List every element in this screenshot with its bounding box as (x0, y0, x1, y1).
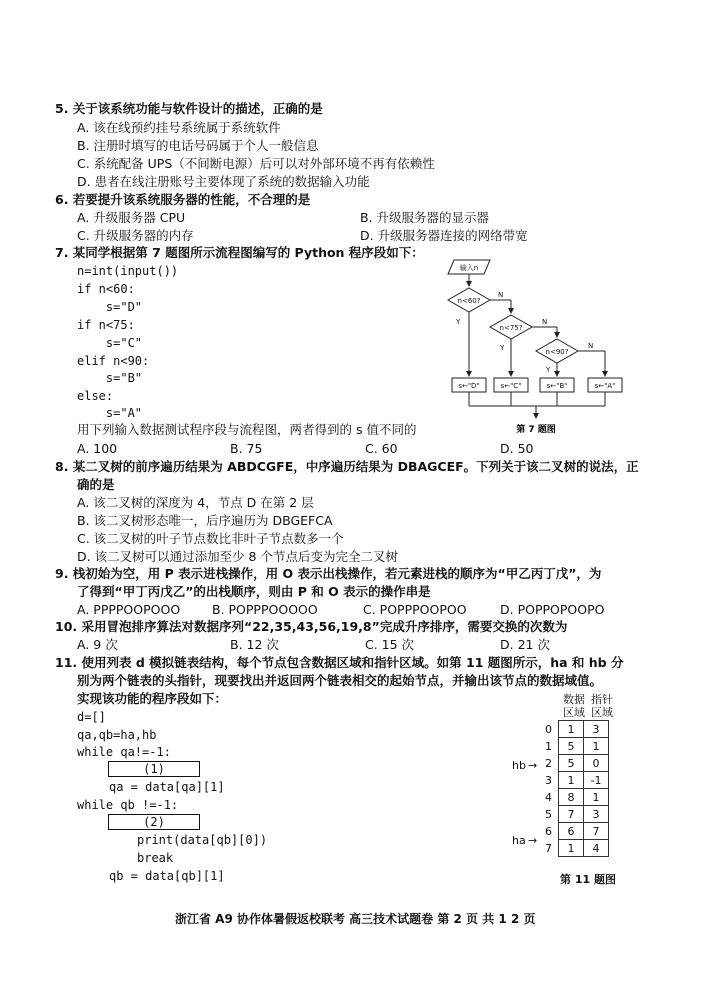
q7-code-line: s="C" (77, 336, 143, 350)
data-cell: 1 (559, 721, 584, 738)
flowchart-y-label: Y (500, 344, 505, 352)
q7-option-d: D. 50 (500, 441, 534, 456)
table-caption: 第 11 题图 (560, 873, 616, 886)
flowchart-out4-label: s←"A" (594, 382, 616, 390)
q6-stem: 6. 若要提升该系统服务器的性能，不合理的是 (55, 192, 311, 207)
flowchart-n-label: N (498, 291, 504, 299)
row-index: 1 (545, 739, 552, 753)
q11-code-line: break (137, 851, 174, 865)
q11-code-line: d=[] (77, 710, 106, 724)
q8-stem: 8. 某二叉树的前序遍历结果为 ABDCGFE，中序遍历结果为 DBAGCEF。下列关于该二叉树的说法，正 (55, 459, 639, 474)
q8-option-a: A. 该二叉树的深度为 4，节点 D 在第 2 层 (77, 495, 314, 510)
data-cell: 5 (559, 755, 584, 772)
pointer-cell: 1 (584, 738, 609, 755)
hb-label: hb (512, 759, 526, 772)
q10-option-c: C. 15 次 (365, 637, 415, 652)
q10-option-a: A. 9 次 (77, 637, 118, 652)
flowchart-out1-label: s←"D" (458, 382, 480, 390)
q11-stem-cont: 实现该功能的程序段如下： (77, 691, 228, 706)
table-row (538, 738, 609, 755)
q8-option-c: C. 该二叉树的叶子节点数比非叶子节点数多一个 (77, 531, 344, 546)
row-index: 4 (545, 790, 552, 804)
q9-option-a: A. PPPPOOPOOO (77, 602, 181, 617)
q7-stem: 7. 某同学根据第 7 题图所示流程图编写的 Python 程序段如下： (55, 245, 424, 260)
q11-code-line: qa = data[qa][1] (109, 780, 225, 794)
flowchart-input-label: 输入n (459, 264, 479, 272)
table-row (538, 823, 609, 840)
row-index: 0 (545, 722, 552, 736)
q11-code-line: qa,qb=ha,hb (77, 728, 157, 742)
q7-option-b: B. 75 (230, 441, 263, 456)
q6-option-b: B. 升级服务器的显示器 (360, 210, 490, 225)
flowchart-cond3-label: n<90? (545, 348, 569, 356)
q5-option-d: D. 患者在线注册账号主要体现了系统的数据输入功能 (77, 174, 370, 189)
q8-option-d: D. 该二叉树可以通过添加至少 8 个节点后变为完全二叉树 (77, 549, 398, 564)
q5-option-a: A. 该在线预约挂号系统属于系统软件 (77, 120, 281, 135)
q9-stem-cont: 了得到“甲丁丙戊乙”的出栈顺序，则由 P 和 O 表示的操作串是 (77, 584, 431, 599)
q5-stem: 5. 关于该系统功能与软件设计的描述，正确的是 (55, 101, 323, 116)
data-cell: 8 (559, 789, 584, 806)
table-row (538, 772, 609, 789)
q7-code-line: else: (77, 389, 114, 403)
q7-code-line: elif n<90: (77, 354, 150, 368)
data-cell: 7 (559, 806, 584, 823)
q7-flowchart (440, 250, 640, 440)
q9-option-c: C. POPPPOOPOO (363, 602, 467, 617)
flowchart-out2-label: s←"C" (500, 382, 522, 390)
ha-label: ha (512, 834, 526, 847)
pointer-cell: 3 (584, 806, 609, 823)
q7-question: 用下列输入数据测试程序段与流程图，两者得到的 s 值不同的 (77, 422, 417, 437)
flowchart-y-label: Y (456, 318, 461, 326)
flowchart-n-label: N (588, 342, 594, 350)
q8-option-b: B. 该二叉树形态唯一，后序遍历为 DBGEFCA (77, 513, 333, 528)
pointer-cell: 0 (584, 755, 609, 772)
table-header-pointer: 指针 区域 (591, 693, 613, 719)
q11-code-line: while qa!=-1: (77, 745, 171, 759)
q9-stem: 9. 栈初始为空，用 P 表示进栈操作，用 O 表示出栈操作，若元素进栈的顺序为“甲乙丙丁戊”，为 (55, 566, 602, 581)
pointer-cell: 1 (584, 789, 609, 806)
q10-option-d: D. 21 次 (500, 637, 550, 652)
flowchart-cond1-label: n<60? (457, 297, 481, 305)
q11-blank-1[interactable]: (1) (108, 761, 200, 777)
flowchart-n-label: N (542, 318, 548, 326)
q7-code-line: s="A" (77, 406, 143, 420)
row-index: 5 (545, 807, 552, 821)
pointer-cell: -1 (584, 772, 609, 789)
ha-arrow-icon: → (528, 834, 538, 847)
row-index: 6 (545, 824, 552, 838)
q11-stem: 11. 使用列表 d 模拟链表结构，每个节点包含数据区域和指针区域。如第 11 题图所示，ha 和 hb 分 (55, 655, 624, 670)
pointer-cell: 7 (584, 823, 609, 840)
flowchart-caption: 第 7 题图 (516, 425, 556, 435)
q9-option-d: D. POPPOPOOPO (500, 602, 605, 617)
q11-blank-2[interactable]: (2) (108, 814, 200, 830)
q11-code-line: print(data[qb][0]) (137, 833, 268, 847)
linked-list-table (538, 720, 609, 857)
table-row (538, 806, 609, 823)
q8-stem-cont: 确的是 (77, 477, 115, 492)
q9-option-b: B. POPPPOOOOO (212, 602, 318, 617)
table-row (538, 840, 609, 857)
q7-option-a: A. 100 (77, 441, 118, 456)
hb-arrow-icon: → (528, 759, 538, 772)
q5-option-b: B. 注册时填写的电话号码属于个人一般信息 (77, 138, 319, 153)
q11-code-line: while qb !=-1: (77, 798, 179, 812)
q11-stem-cont: 别为两个链表的头指针，现要找出并返回两个链表相交的起始节点，并输出该节点的数据域值。 (77, 673, 603, 688)
table-header-data: 数据 区域 (563, 693, 585, 719)
data-cell: 1 (559, 840, 584, 857)
table-row (538, 755, 609, 772)
pointer-cell: 3 (584, 721, 609, 738)
q10-option-b: B. 12 次 (230, 637, 279, 652)
table-row (538, 789, 609, 806)
table-row (538, 721, 609, 738)
flowchart-y-label: Y (546, 366, 551, 374)
flowchart-cond2-label: n<75? (499, 324, 523, 332)
q7-code-line: n=int(input()) (77, 264, 179, 278)
q5-option-c: C. 系统配备 UPS（不间断电源）后可以对外部环境不再有依赖性 (77, 156, 435, 171)
q7-code-line: s="B" (77, 371, 143, 385)
data-cell: 6 (559, 823, 584, 840)
row-index: 3 (545, 773, 552, 787)
data-cell: 1 (559, 772, 584, 789)
q11-code-line: qb = data[qb][1] (109, 869, 225, 883)
q6-option-d: D. 升级服务器连接的网络带宽 (360, 228, 528, 243)
pointer-cell: 4 (584, 840, 609, 857)
row-index: 2 (545, 756, 552, 770)
q7-code-line: s="D" (77, 300, 143, 314)
flowchart-out3-label: s←"B" (546, 382, 568, 390)
page-footer: 浙江省 A9 协作体暑假返校联考 高三技术试题卷 第 2 页 共 1 2 页 (175, 912, 536, 926)
q7-code-line: if n<60: (77, 282, 135, 296)
q6-option-a: A. 升级服务器 CPU (77, 210, 186, 225)
data-cell: 5 (559, 738, 584, 755)
q7-option-c: C. 60 (365, 441, 398, 456)
q7-code-line: if n<75: (77, 318, 135, 332)
row-index: 7 (545, 841, 552, 855)
q6-option-c: C. 升级服务器的内存 (77, 228, 194, 243)
q10-stem: 10. 采用冒泡排序算法对数据序列“22,35,43,56,19,8”完成升序排序，需要交换的次数为 (55, 619, 568, 634)
